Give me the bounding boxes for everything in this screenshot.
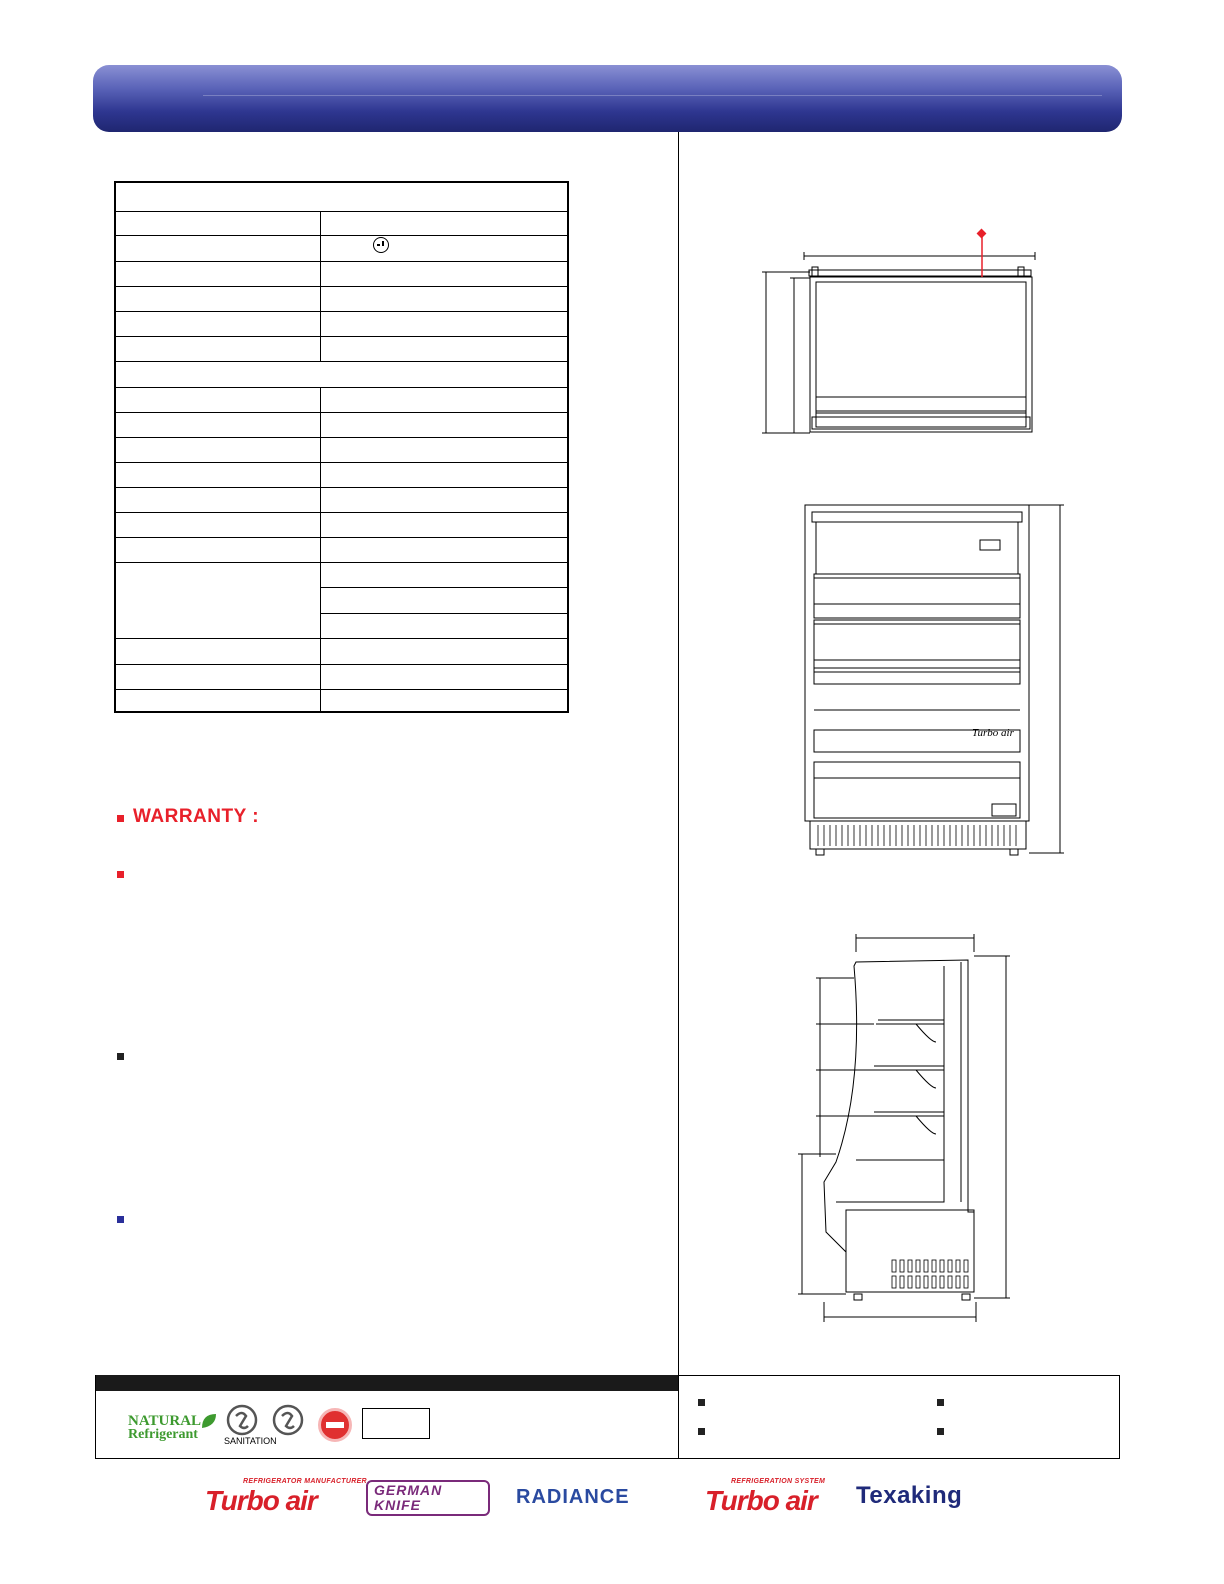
table-row — [116, 462, 567, 488]
plug-icon — [373, 237, 389, 253]
table-row — [116, 512, 567, 538]
warranty-seal-icon — [318, 1408, 352, 1442]
brand-name: RADIANCE — [516, 1486, 630, 1508]
brand-name: Turbo air — [705, 1485, 817, 1516]
brand-tag: REFRIGERATION SYSTEM — [731, 1478, 826, 1485]
csa-sanitation-logo-icon — [226, 1404, 260, 1438]
blank-label-box — [362, 1408, 430, 1439]
side-view-drawing — [796, 932, 1041, 1327]
table-row — [116, 638, 567, 665]
spec-table — [114, 181, 569, 713]
table-row — [116, 689, 567, 714]
red-bullet-icon — [117, 871, 124, 878]
refrigerant-text: Refrigerant — [128, 1427, 198, 1442]
front-logo-text: Turbo air — [972, 727, 1014, 739]
brand-name: Turbo air — [205, 1485, 317, 1516]
csa-logo-icon — [272, 1404, 306, 1438]
warranty-heading: WARRANTY : — [133, 806, 260, 827]
leaf-icon — [200, 1412, 218, 1430]
table-row — [116, 387, 567, 413]
table-row — [116, 235, 567, 262]
sanitation-text: SANITATION — [224, 1436, 277, 1446]
header-highlight-line — [203, 95, 1102, 96]
table-section-row — [116, 361, 567, 388]
table-row — [116, 211, 567, 236]
table-row — [116, 311, 567, 337]
natural-refrigerant-logo — [128, 1414, 201, 1442]
warranty-bullet-icon — [117, 815, 124, 822]
column-divider — [678, 132, 679, 1375]
table-row — [116, 562, 567, 588]
brand-name: GERMAN KNIFE — [366, 1480, 490, 1516]
brand-logo-texaking — [856, 1482, 962, 1510]
table-column-divider — [320, 387, 321, 713]
header-banner — [93, 65, 1122, 132]
table-row — [116, 437, 567, 463]
top-view-drawing — [760, 225, 1060, 440]
black-bullet-icon — [117, 1053, 124, 1060]
brand-logo-radiance — [516, 1486, 630, 1509]
brand-tag: REFRIGERATOR MANUFACTURER — [243, 1478, 367, 1485]
features-box — [678, 1375, 1120, 1459]
blue-bullet-icon — [117, 1216, 124, 1223]
table-row — [116, 261, 567, 287]
feature-bullet-icon — [698, 1428, 705, 1435]
table-row — [116, 412, 567, 438]
table-row — [116, 664, 567, 690]
front-view-drawing — [800, 500, 1070, 860]
brand-name: Texaking — [856, 1482, 963, 1509]
table-row — [116, 286, 567, 312]
table-row — [320, 587, 567, 614]
table-row — [116, 336, 567, 362]
table-row — [320, 613, 567, 639]
feature-bullet-icon — [937, 1399, 944, 1406]
brand-logo-turbo-air-system — [705, 1478, 825, 1517]
table-row — [116, 487, 567, 513]
natural-text: NATURAL — [128, 1413, 202, 1429]
feature-bullet-icon — [698, 1399, 705, 1406]
brand-logo-german-knife — [366, 1480, 490, 1514]
brand-logo-turbo-air-manufacturer — [205, 1478, 367, 1517]
feature-bullet-icon — [937, 1428, 944, 1435]
table-column-divider — [320, 211, 321, 361]
table-row — [116, 537, 567, 563]
table-row — [116, 183, 567, 211]
